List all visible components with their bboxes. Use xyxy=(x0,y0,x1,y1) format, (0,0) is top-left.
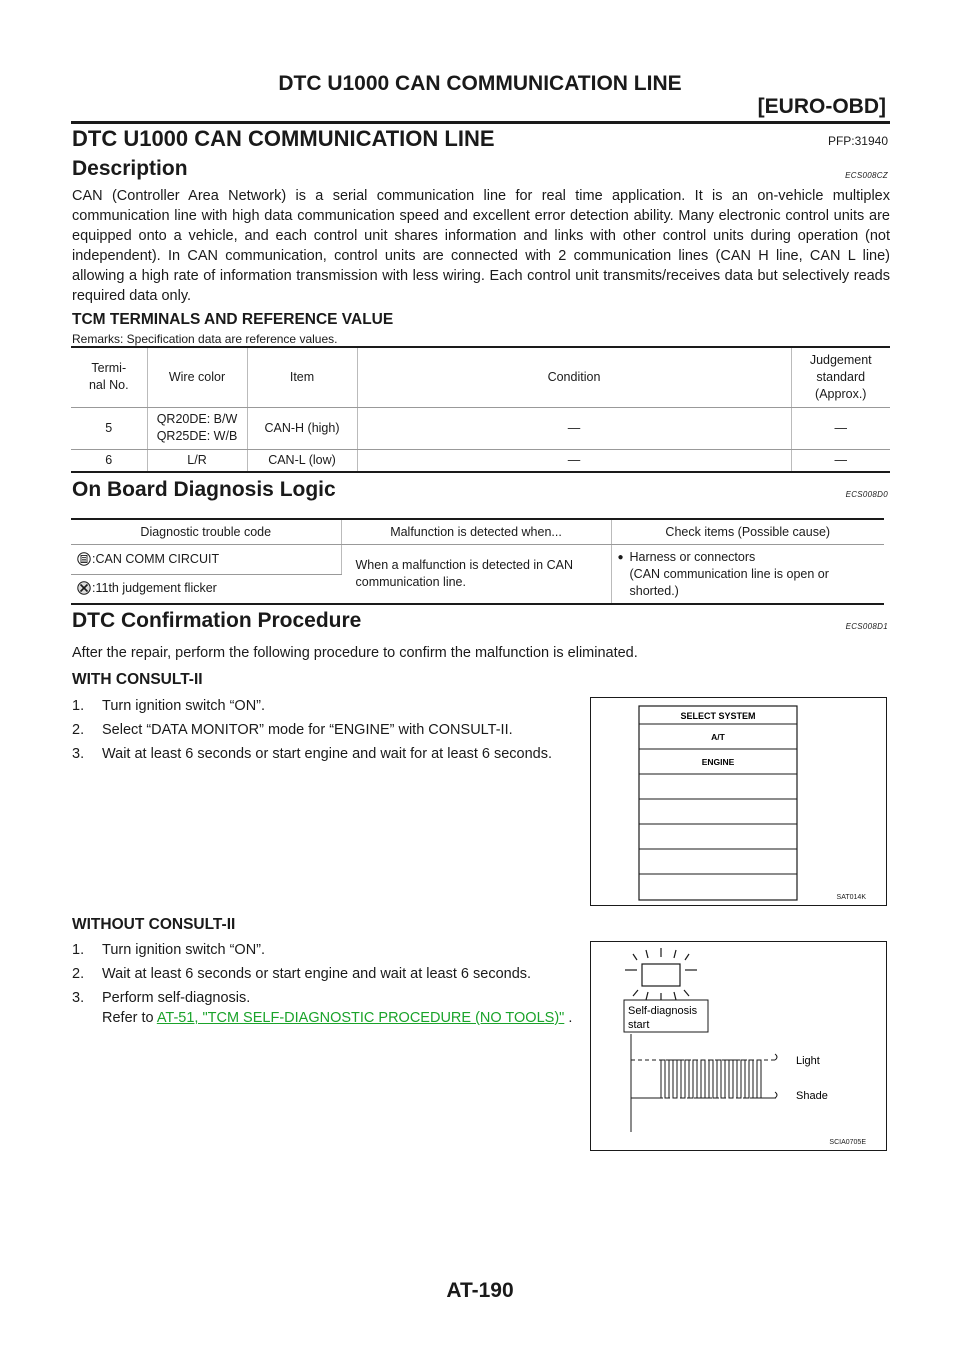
check-item-2: (CAN communication line is open or shorted.) xyxy=(629,566,829,598)
consult-icon xyxy=(77,552,91,566)
step-text: Turn ignition switch “ON”. xyxy=(102,942,266,958)
header-rule xyxy=(71,121,890,124)
list-item: 2. Select “DATA MONITOR” mode for “ENGINE” with CONSULT-II. xyxy=(72,722,513,738)
without-consult-steps xyxy=(72,940,580,1032)
check-item-1: Harness or connectors xyxy=(629,549,756,564)
menu-item-at: A/T xyxy=(711,732,725,742)
cell-malfunction: When a malfunction is detected in CAN communication line. xyxy=(341,544,611,604)
col-condition: Condition xyxy=(357,347,791,407)
obd-logic-table xyxy=(71,518,884,605)
obd-heading: On Board Diagnosis Logic xyxy=(72,478,336,501)
flicker-lamp-icon xyxy=(625,948,697,1002)
dtc-consult-text: :CAN COMM CIRCUIT xyxy=(92,551,220,566)
description-text: CAN (Controller Area Network) is a serial communication line for real time application. It is an on-vehicle multiplex communication line with high data communication speed and excellent error detection ability. Many electronic control units are equipped onto a vehicle, and each control unit shares information and links with other control units during operation (not independent). In CAN communication, control units are connected with 2 communication lines (CAN H line, CAN L line) allowing a high rate of information transmission with less wiring. Each control unit transmits/receives data but selectively reads required data only. xyxy=(72,188,890,304)
signal-waveform xyxy=(631,1034,777,1132)
pfp-code: PFP:31940 xyxy=(827,134,888,148)
table-row xyxy=(71,544,884,574)
dtc-noconsult-text: :11th judgement flicker xyxy=(92,581,217,596)
step-text: Turn ignition switch “ON”. xyxy=(102,698,266,714)
list-item: 3. Wait at least 6 seconds or start engine and wait for at least 6 seconds. xyxy=(72,746,553,762)
refer-suffix: . xyxy=(564,1010,573,1026)
cell-judgement: — xyxy=(791,407,890,449)
select-system-screen xyxy=(591,698,888,907)
table-row xyxy=(71,407,890,449)
select-system-header: SELECT SYSTEM xyxy=(680,711,756,721)
cell-dtc-consult xyxy=(71,544,341,574)
description-heading: Description xyxy=(72,157,188,180)
cell-dtc-noconsult xyxy=(71,574,341,604)
with-consult-heading: WITH CONSULT-II xyxy=(72,671,203,688)
confirm-intro: After the repair, perform the following procedure to confirm the malfunction is eliminated. xyxy=(72,645,638,661)
figure2-code: SCIA0705E xyxy=(829,1139,866,1146)
header-subtitle: [EURO-OBD] xyxy=(757,95,886,118)
list-item: 1. Turn ignition switch “ON”. xyxy=(72,942,266,958)
self-diagnosis-diagram xyxy=(591,942,888,1152)
bullet-icon: ● xyxy=(617,551,624,563)
col-dtc: Diagnostic trouble code xyxy=(71,519,341,544)
col-malfunction: Malfunction is detected when... xyxy=(341,519,611,544)
col-check: Check items (Possible cause) xyxy=(611,519,884,544)
cell-terminal: 6 xyxy=(71,449,147,472)
obd-code: ECS008D0 xyxy=(845,490,888,499)
description-code: ECS008CZ xyxy=(845,171,888,180)
step-text xyxy=(102,988,572,1028)
list-item: 2. Wait at least 6 seconds or start engine and wait at least 6 seconds. xyxy=(72,966,532,982)
no-tools-icon xyxy=(77,581,91,595)
step-text: Wait at least 6 seconds or start engine and wait for at least 6 seconds. xyxy=(102,746,553,762)
cell-wire: QR20DE: B/W QR25DE: W/B xyxy=(147,407,247,449)
figure-self-diagnosis xyxy=(590,941,887,1151)
cell-condition: — xyxy=(357,407,791,449)
figure1-code: SAT014K xyxy=(836,894,866,901)
step-text: Wait at least 6 seconds or start engine and wait at least 6 seconds. xyxy=(102,966,532,982)
cell-item: CAN-L (low) xyxy=(247,449,357,472)
tcm-remarks: Remarks: Specification data are reference values. xyxy=(72,332,338,346)
cell-check-items xyxy=(611,544,884,604)
confirm-code: ECS008D1 xyxy=(845,622,888,631)
col-terminal: Termi- nal No. xyxy=(71,347,147,407)
with-consult-steps xyxy=(72,696,580,768)
confirm-heading: DTC Confirmation Procedure xyxy=(72,609,362,632)
main-title: DTC U1000 CAN COMMUNICATION LINE xyxy=(72,126,495,151)
step3-text: Perform self-diagnosis. xyxy=(102,990,251,1006)
col-item: Item xyxy=(247,347,357,407)
shade-label: Shade xyxy=(796,1090,828,1102)
without-consult-heading: WITHOUT CONSULT-II xyxy=(72,916,236,933)
cell-terminal: 5 xyxy=(71,407,147,449)
refer-link[interactable]: AT-51, "TCM SELF-DIAGNOSTIC PROCEDURE (NO TOOLS)" xyxy=(156,1010,565,1026)
cell-item: CAN-H (high) xyxy=(247,407,357,449)
table-row xyxy=(71,449,890,472)
cell-wire: L/R xyxy=(147,449,247,472)
cell-judgement: — xyxy=(834,452,847,467)
refer-prefix: Refer to xyxy=(102,1010,157,1026)
header-title: DTC U1000 CAN COMMUNICATION LINE xyxy=(278,72,682,95)
col-judgement: Judgement standard (Approx.) xyxy=(791,347,890,407)
step-text: Select “DATA MONITOR” mode for “ENGINE” with CONSULT-II. xyxy=(102,722,513,738)
tcm-heading: TCM TERMINALS AND REFERENCE VALUE xyxy=(72,311,394,328)
col-wire-color: Wire color xyxy=(147,347,247,407)
list-item: 1. Turn ignition switch “ON”. xyxy=(72,698,266,714)
tcm-terminal-table xyxy=(71,346,890,473)
page-number: AT-190 xyxy=(446,1279,514,1302)
figure-select-system xyxy=(590,697,887,906)
self-diagnosis-label: Self-diagnosis start xyxy=(628,1005,698,1031)
list-item: 3. Perform self-diagnosis. Refer to AT-51, "TCM SELF-DIAGNOSTIC PROCEDURE (NO TOOLS)" . xyxy=(72,990,573,1026)
menu-item-engine: ENGINE xyxy=(701,757,735,767)
light-label: Light xyxy=(796,1055,820,1067)
cell-condition: — xyxy=(357,449,791,472)
